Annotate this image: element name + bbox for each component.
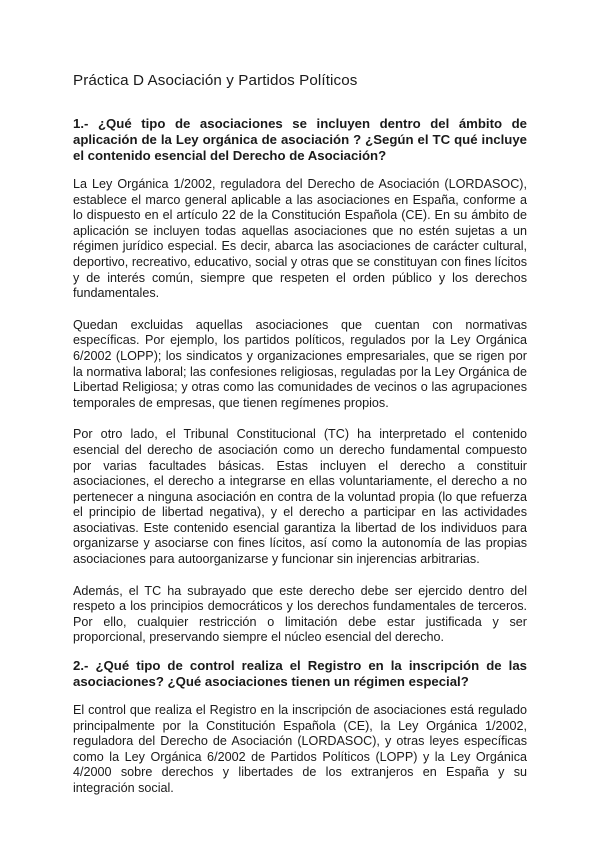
answer-1-paragraph-4: Además, el TC ha subrayado que este derecho debe ser ejercido dentro del respeto a los principios democráticos y los derechos fundamentales de terceros. Por ello, cualquier restricción o limitación debe estar justificada y ser proporcional, preservando siempre el núcleo esencial del derecho. <box>73 583 527 645</box>
answer-1-paragraph-2: Quedan excluidas aquellas asociaciones que cuentan con normativas específicas. Por ejemplo, los partidos políticos, regulados por la Ley Orgánica 6/2002 (LOPP); los sindicatos y organizaciones empresariales, que se rigen por la normativa laboral; las confesiones religiosas, reguladas por la Ley Orgánica de Libertad Religiosa; y otras como las comunidades de vecinos o las agrupaciones temporales de empresas, que tienen regímenes propios. <box>73 317 527 410</box>
document-title: Práctica D Asociación y Partidos Políticos <box>73 72 358 89</box>
answer-2-paragraph-1: El control que realiza el Registro en la inscripción de asociaciones está regulado principalmente por la Constitución Española (CE), la Ley Orgánica 1/2002, reguladora del Derecho de Asociación (LORDASOC), y otras leyes específicas como la Ley Orgánica 6/2002 de Partidos Políticos (LOPP) y la Ley Orgánica 4/2000 sobre derechos y libertades de los extranjeros en España y su integración social. <box>73 703 527 795</box>
answer-1-paragraph-1: La Ley Orgánica 1/2002, reguladora del Derecho de Asociación (LORDASOC), establece el marco general aplicable a las asociaciones en España, conforme a lo dispuesto en el artículo 22 de la Constitución Española (CE). En su ámbito de aplicación se incluyen todas aquellas asociaciones que no estén sujetas a un régimen jurídico especial. Es decir, abarca las asociaciones de carácter cultural, deportivo, recreativo, educativo, social y otras que se constituyan con fines lícitos y de interés común, siempre que respeten el orden público y los derechos fundamentales. <box>73 177 527 301</box>
question-1-heading: 1.- ¿Qué tipo de asociaciones se incluyen dentro del ámbito de aplicación de la Ley orgánica de asociación ? ¿Según el TC qué incluye el contenido esencial del Derecho de Asociación? <box>73 116 527 163</box>
answer-1-paragraph-3: Por otro lado, el Tribunal Constitucional (TC) ha interpretado el contenido esencial del derecho de asociación como un derecho fundamental compuesto por varias facultades básicas. Estas incluyen el derecho a constituir asociaciones, el derecho a integrarse en ellas voluntariamente, el derecho a no pertenecer a ninguna asociación en contra de la voluntad propia (lo que refuerza el principio de libertad negativa), y el derecho a participar en las actividades asociativas. Este contenido esencial garantiza la libertad de los individuos para organizarse y asociarse con fines lícitos, así como la autonomía de las propias asociaciones para autoorganizarse y funcionar sin injerencias arbitrarias. <box>73 427 527 567</box>
question-2-heading: 2.- ¿Qué tipo de control realiza el Registro en la inscripción de las asociaciones? ¿Qué asociaciones tienen un régimen especial? <box>73 658 527 690</box>
